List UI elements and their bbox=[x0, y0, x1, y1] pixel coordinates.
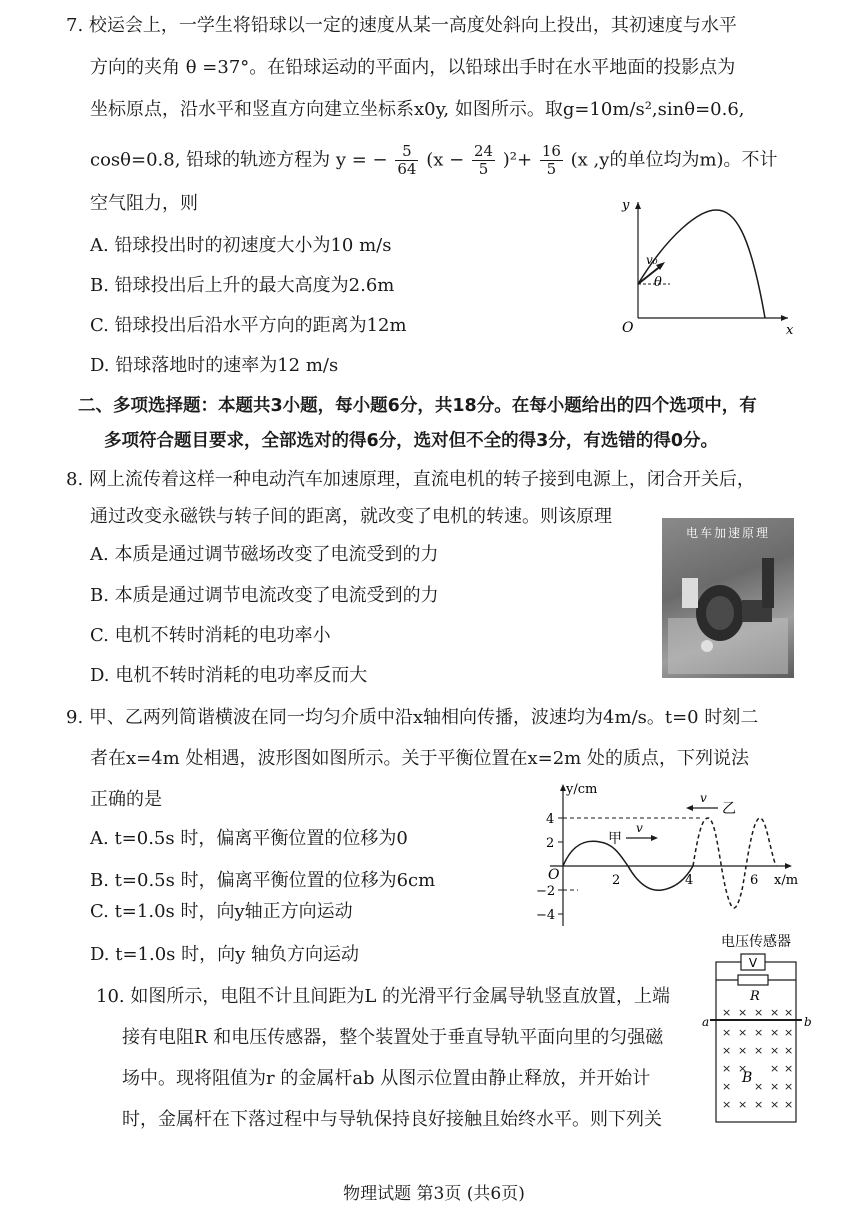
q7-option-b: B. 铅球投出后上升的最大高度为2.6m bbox=[90, 275, 395, 296]
page-footer: 物理试题 第3页 (共6页) bbox=[343, 1184, 525, 1204]
frac1-den: 64 bbox=[397, 160, 417, 178]
cross: × bbox=[722, 1062, 732, 1075]
cross: × bbox=[784, 1080, 794, 1093]
cross: × bbox=[770, 1062, 780, 1075]
q7-fig-theta: θ bbox=[654, 275, 662, 290]
q7-option-d: D. 铅球落地时的速率为12 m/s bbox=[90, 355, 339, 376]
q8-option-a: A. 本质是通过调节磁场改变了电流受到的力 bbox=[90, 544, 439, 565]
cross: × bbox=[722, 1006, 732, 1019]
q10-line1: 10. 如图所示，电阻不计且间距为L 的光滑平行金属导轨竖直放置，上端 bbox=[96, 986, 671, 1007]
q9-fig-yi: 乙 bbox=[722, 801, 736, 817]
photo-title: 电车加速原理 bbox=[685, 526, 770, 540]
q9-fig-y4: 4 bbox=[546, 812, 555, 827]
cross: × bbox=[754, 1026, 764, 1039]
q7-fig-origin: O bbox=[622, 320, 634, 336]
q10-circuit-figure bbox=[700, 930, 812, 1130]
q9-option-b: B. t=0.5s 时，偏离平衡位置的位移为6cm bbox=[90, 870, 436, 891]
q7-eq-mid2: )²+ bbox=[502, 149, 533, 171]
q10-line3: 场中。现将阻值为r 的金属杆ab 从图示位置由静止释放，并开始计 bbox=[122, 1068, 651, 1089]
q7-line1: 7. 校运会上，一学生将铅球以一定的速度从某一高度处斜向上投出，其初速度与水平 bbox=[66, 15, 737, 36]
q8-option-d: D. 电机不转时消耗的电功率反而大 bbox=[90, 665, 368, 686]
cross: × bbox=[722, 1026, 732, 1039]
frac3-num: 16 bbox=[541, 142, 561, 160]
q7-line3: 坐标原点，沿水平和竖直方向建立坐标系x0y, 如图所示。取g=10m/s²,sinθ=0.6, bbox=[90, 99, 745, 120]
cross: × bbox=[754, 1080, 764, 1093]
q9-fig-x6: 6 bbox=[750, 873, 759, 888]
q7-line4-equation bbox=[90, 143, 778, 178]
q7-trajectory-figure bbox=[610, 192, 800, 342]
cross: × bbox=[784, 1006, 794, 1019]
q9-fig-v2: v bbox=[700, 791, 707, 805]
frac2-num: 24 bbox=[473, 142, 494, 160]
q9-option-a: A. t=0.5s 时，偏离平衡位置的位移为0 bbox=[90, 828, 408, 849]
q7-frac3 bbox=[540, 143, 563, 178]
q10-fig-b-field: B bbox=[742, 1070, 753, 1086]
q10-fig-resistor-label: R bbox=[750, 989, 760, 1004]
q7-fig-v0: v₀ bbox=[646, 253, 658, 267]
cross: × bbox=[784, 1026, 794, 1039]
q7-option-a: A. 铅球投出时的初速度大小为10 m/s bbox=[90, 235, 392, 256]
cross: × bbox=[754, 1006, 764, 1019]
q10-fig-title: 电压传感器 bbox=[721, 934, 791, 950]
q7-fig-x-label: x bbox=[786, 323, 794, 338]
cross: × bbox=[738, 1006, 748, 1019]
q10-fig-crosses bbox=[722, 1006, 793, 1111]
cross: × bbox=[722, 1044, 732, 1057]
q7-option-c: C. 铅球投出后沿水平方向的距离为12m bbox=[90, 315, 407, 336]
frac1-num: 5 bbox=[395, 143, 418, 161]
q7-fig-y-label: y bbox=[622, 198, 630, 213]
frac3-den: 5 bbox=[546, 160, 557, 178]
q7-line5: 空气阻力，则 bbox=[90, 193, 198, 214]
q9-fig-y2: 2 bbox=[546, 836, 555, 851]
q7-line2: 方向的夹角 θ =37°。在铅球运动的平面内，以铅球出手时在水平地面的投影点为 bbox=[90, 57, 736, 78]
q7-eq-post: (x ,y的单位均为m)。不计 bbox=[570, 149, 778, 171]
cross: × bbox=[770, 1098, 780, 1111]
q9-fig-jia: 甲 bbox=[608, 831, 622, 847]
q10-fig-voltmeter: V bbox=[748, 956, 758, 970]
cross: × bbox=[738, 1098, 748, 1111]
q9-wave-figure bbox=[530, 780, 805, 930]
q9-fig-yn4: −4 bbox=[536, 908, 556, 923]
cross: × bbox=[738, 1062, 748, 1075]
cross: × bbox=[722, 1080, 732, 1093]
motor-photo bbox=[662, 518, 794, 678]
cross: × bbox=[722, 1098, 732, 1111]
q7-eq-mid1: (x − bbox=[426, 149, 465, 171]
cross: × bbox=[754, 1044, 764, 1057]
q10-fig-a: a bbox=[702, 1015, 710, 1029]
cross: × bbox=[784, 1062, 794, 1075]
cross: × bbox=[754, 1098, 764, 1111]
section2-line1: 二、多项选择题：本题共3小题，每小题6分，共18分。在每小题给出的四个选项中，有 bbox=[78, 396, 757, 416]
cross: × bbox=[770, 1044, 780, 1057]
section2-line2: 多项符合题目要求，全部选对的得6分，选对但不全的得3分，有选错的得0分。 bbox=[104, 431, 719, 451]
frac2-den: 5 bbox=[478, 160, 489, 178]
q8-option-c: C. 电机不转时消耗的电功率小 bbox=[90, 625, 331, 646]
q9-line2: 者在x=4m 处相遇，波形图如图所示。关于平衡位置在x=2m 处的质点，下列说法 bbox=[90, 748, 749, 769]
cross: × bbox=[738, 1026, 748, 1039]
cross: × bbox=[770, 1006, 780, 1019]
cross: × bbox=[770, 1080, 780, 1093]
q9-line1: 9. 甲、乙两列简谐横波在同一均匀介质中沿x轴相向传播，波速均为4m/s。t=0 时刻二 bbox=[66, 707, 759, 728]
q9-fig-xlabel: x/m bbox=[774, 873, 799, 888]
q7-frac1 bbox=[395, 143, 418, 178]
motor-photo-drawing bbox=[662, 518, 794, 678]
q10-line2: 接有电阻R 和电压传感器，整个装置处于垂直导轨平面向里的匀强磁 bbox=[122, 1027, 664, 1048]
q7-frac2 bbox=[472, 143, 495, 178]
cross: × bbox=[784, 1044, 794, 1057]
q9-line3: 正确的是 bbox=[90, 789, 162, 810]
q9-fig-yn2: −2 bbox=[536, 884, 556, 899]
q9-fig-ylabel: y/cm bbox=[566, 782, 598, 797]
q10-fig-b: b bbox=[804, 1015, 812, 1029]
q9-fig-x2: 2 bbox=[612, 873, 621, 888]
q8-line2: 通过改变永磁铁与转子间的距离，就改变了电机的转速。则该原理 bbox=[90, 506, 612, 527]
cross: × bbox=[784, 1098, 794, 1111]
q7-eq-pre: cosθ=0.8, 铅球的轨迹方程为 y = − bbox=[90, 149, 388, 171]
q9-fig-x4: 4 bbox=[685, 873, 694, 888]
q9-fig-v1: v bbox=[636, 821, 643, 835]
cross: × bbox=[770, 1026, 780, 1039]
q10-line4: 时，金属杆在下落过程中与导轨保持良好接触且始终水平。则下列关 bbox=[122, 1109, 662, 1130]
q9-option-c: C. t=1.0s 时，向y轴正方向运动 bbox=[90, 901, 353, 922]
q8-option-b: B. 本质是通过调节电流改变了电流受到的力 bbox=[90, 585, 439, 606]
q9-fig-origin: O bbox=[548, 867, 560, 883]
q8-line1: 8. 网上流传着这样一种电动汽车加速原理，直流电机的转子接到电源上，闭合开关后， bbox=[66, 469, 755, 490]
cross: × bbox=[738, 1044, 748, 1057]
q9-option-d: D. t=1.0s 时，向y 轴负方向运动 bbox=[90, 944, 360, 965]
